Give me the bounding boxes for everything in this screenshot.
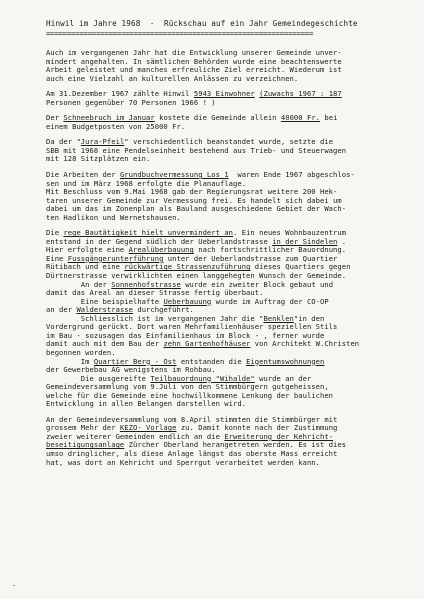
paragraph-jura-pfeil: Da der "Jura-Pfeil" verschiedentlich beanstandet wurde, setzte die SBB mit 1968 eine Pendelseinheit bestehend aus Trieb- und Steuerwagen mit 128 Sitzplätzen ein. [46,137,347,164]
paragraph-construction: Die rege Bautätigkeit hielt unvermindert an. Ein neues Wohnbauzentrum entstand in der Gegend südlich der Ueberlandstrasse in der Sindelen . Hier erfolgte eine Arealüberbauung nach fortschrittlicher Bauordnung. Eine Fussgängerunterführung unter der Ueberlandstrasse zum Quartier Rütibach und eine rückwärtige Strassenzuführung dieses Quartiers gegen Dürtnerstrasse verwirklichten einen langgehegten Wunsch der Gemeinde. An der Sonnenhofstrasse wurde ein zweiter Block gebaut und damit das Areal an dieser Strasse fertig überbaut. Eine beispielhafte Ueberbauung wurde im Auftrag der CO-OP an der Walderstrasse durchgeführt. Schliesslich ist im vergangenen Jahr die "Benklen"in den Vordergrund gerückt. Dort waren Mehrfamilienhäuser speziellen Stils im Bau - sozusagen das Einfamilienhaus im Block - , ferner wurde damit auch mit dem Bau der zehn Gartenhofhäuser von Architekt W.Christen begonnen worden. Im Quartier Berg - Ost entstanden die Eigentumswohnungen der Gewerbebau AG wenigstens im Rohbau. Die ausgereifte Teilbauordnung "Wihalde" wurde an der Gemeindeversammlung vom 9.Juli von den Stimmbürgern gutgeheissen, welche für die Gemeinde eine hochwillkommene Lenkung der baulichen Entwicklung in allen Belangen darstellen wird. [46,228,360,409]
paragraph-survey: Die Arbeiten der Grundbuchvermessung Los 1 waren Ende 1967 abgeschlos- sen und im März 1968 erfolgte die Planauflage. Mit Beschluss vom 9.Mai 1968 gab der Regierungsrat weitere 200 Hek- taren unserer Gemeinde zur Vermessung frei. Es handelt sich dabei um dabei um das im Zonenplan als Bauland ausgeschiedene Gebiet der Wach- ten Hadlikon und Wernetshausen. [46,170,355,222]
margin-mark: · [12,582,17,590]
document-title: Hinwil im Jahre 1968 - Rückschau auf ein Jahr Gemeindegeschichte [46,19,358,28]
paragraph-intro: Auch im vergangenen Jahr hat die Entwicklung unserer Gemeinde unver- mindert angehalten. In sämtlichen Behörden wurde eine beachtenswerte Arbeit geleistet und manches erfreuliche Ziel erreicht. Wiederum ist auch eine Vielzahl an kulturellen Anlässen zu verzeichnen. [46,48,342,83]
document-body [46,49,410,467]
paragraph-snowbreak: Der Schneebruch im Januar kostete die Gemeinde allein 40000 Fr. bei einem Budgetposten von 25000 Fr. [46,113,338,131]
title-rule: ================================================================ [46,30,313,38]
paragraph-kezo: An der Gemeindeversammlung vom 8.April stimmten die Stimmbürger mit grossem Mehr der KEZO- Vorlage zu. Damit konnte nach der Zustimmung zweier weiterer Gemeinden endlich an die Erweiterung der Kehricht- beseitigungsanlage Zürcher Oberland herangetreten werden. Es ist dies umso dringlicher, als diese Anlage längst das oberste Mass erreicht hat, was dort an Kehricht und Sperrgut verarbeitet werden kann. [46,414,347,467]
paragraph-population: Am 31.Dezember 1967 zählte Hinwil 5943 Einwohner (Zuwachs 1967 : 187 Personen gegenüber 70 Personen 1966 ! ) [46,89,342,107]
